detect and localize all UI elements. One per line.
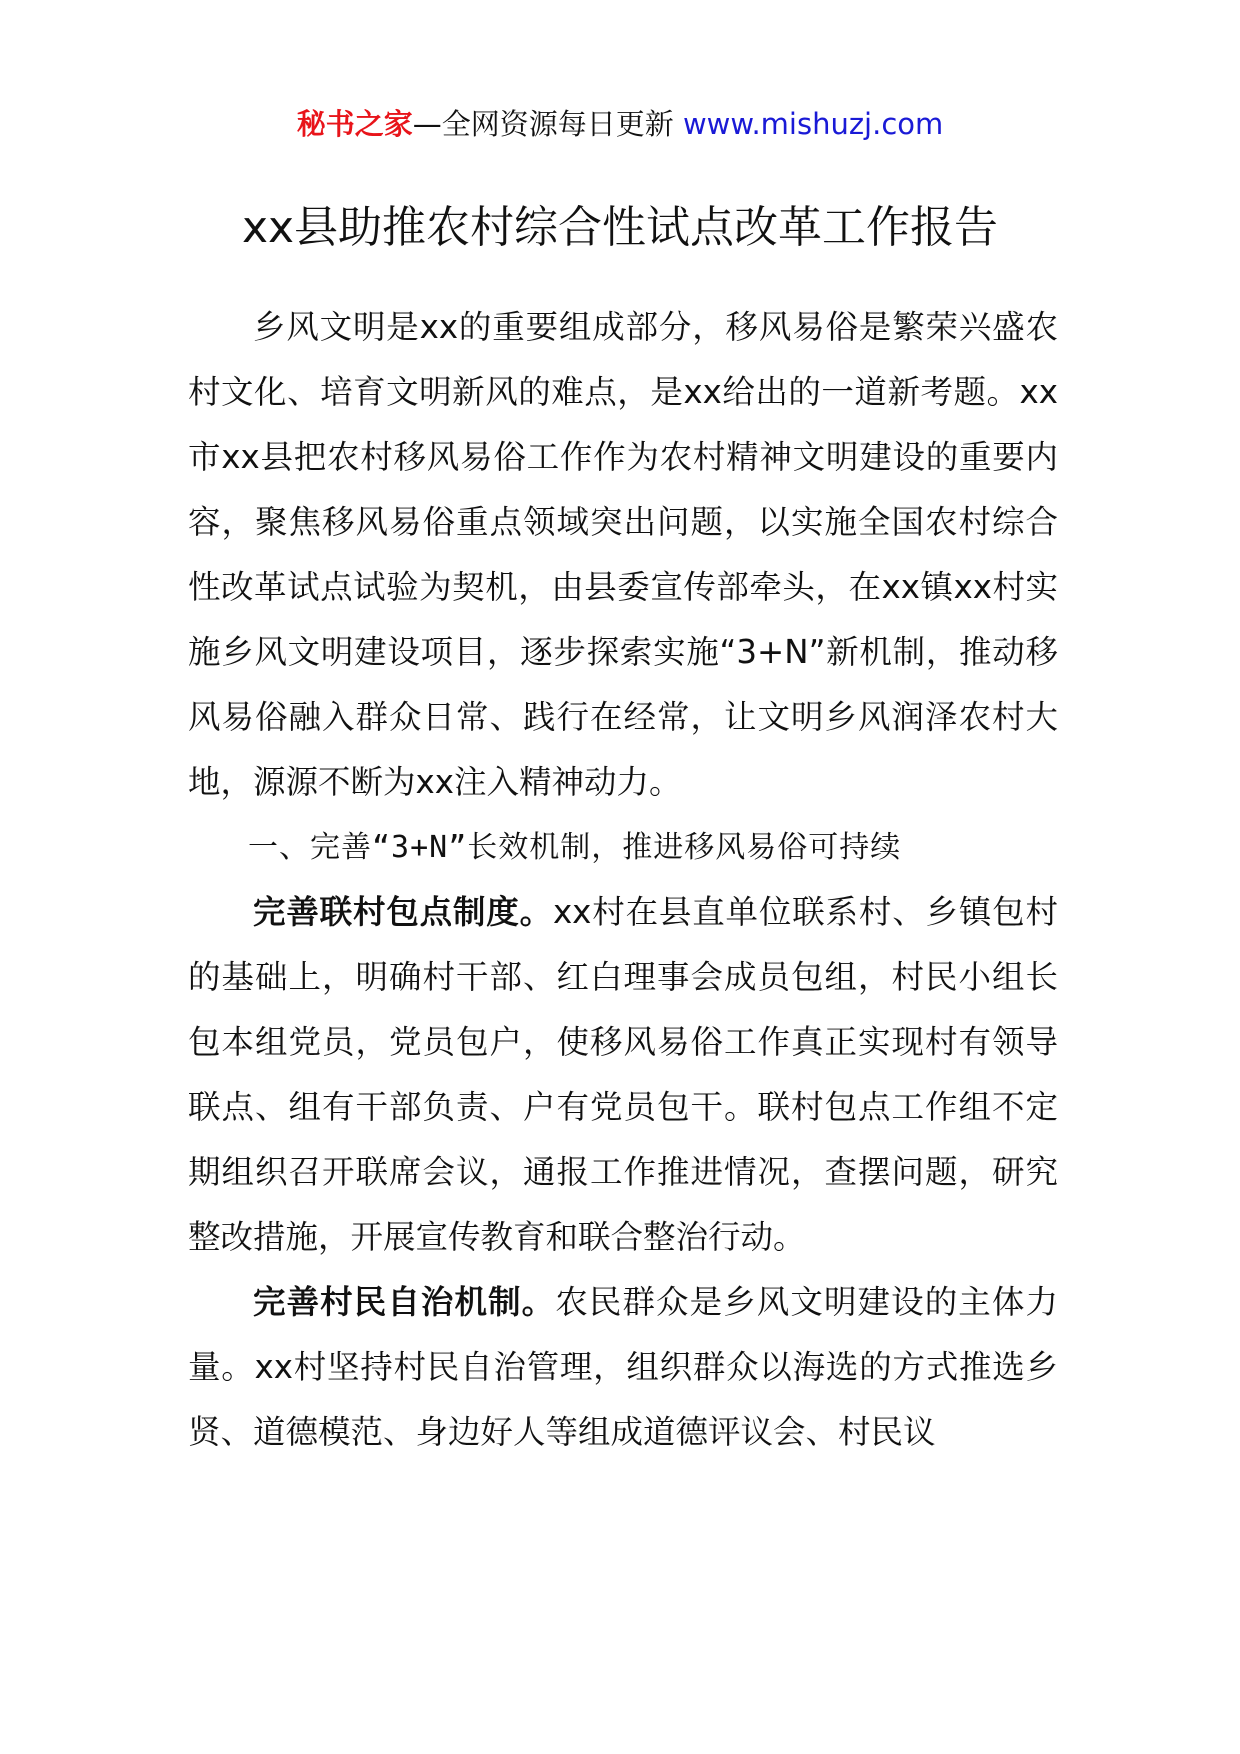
- paragraph-village-contact: [188, 880, 1058, 1270]
- site-header: [0, 104, 1240, 144]
- intro-paragraph: 乡风文明是xx的重要组成部分，移风易俗是繁荣兴盛农村文化、培育文明新风的难点，是xx给出的一道新考题。xx市xx县把农村移风易俗工作作为农村精神文明建设的重要内容，聚焦移风易俗重点领域突出问题，以实施全国农村综合性改革试点试验为契机，由县委宣传部牵头，在xx镇xx村实施乡风文明建设项目，逐步探索实施“3+N”新机制，推动移风易俗融入群众日常、践行在经常，让文明乡风润泽农村大地，源源不断为xx注入精神动力。: [188, 308, 1058, 801]
- paragraph-text: 农民群众是乡风文明建设的主体力量。xx村坚持村民自治管理，组织群众以海选的方式推选乡贤、道德模范、身边好人等组成道德评议会、村民议: [188, 1283, 1058, 1451]
- document-title: xx县助推农村综合性试点改革工作报告: [241, 202, 999, 253]
- brand-tagline: —全网资源每日更新: [412, 107, 674, 141]
- paragraph-text: xx村在县直单位联系村、乡镇包村的基础上，明确村干部、红白理事会成员包组，村民小组长包本组党员，党员包户，使移风易俗工作真正实现村有领导联点、组有干部负责、户有党员包干。联村包点工作组不定期组织召开联席会议，通报工作推进情况，查摆问题，研究整改措施，开展宣传教育和联合整治行动。: [188, 893, 1058, 1256]
- paragraph-lead: 完善联村包点制度。: [253, 893, 553, 931]
- paragraph-self-governance: [188, 1270, 1058, 1465]
- section-heading: 一、完善“3+N”长效机制，推进移风易俗可持续: [248, 830, 902, 865]
- site-url-link[interactable]: www.mishuzj.com: [682, 107, 944, 141]
- brand-name: 秘书之家: [296, 107, 413, 141]
- document-body: [188, 295, 1058, 1465]
- paragraph-lead: 完善村民自治机制。: [253, 1283, 556, 1321]
